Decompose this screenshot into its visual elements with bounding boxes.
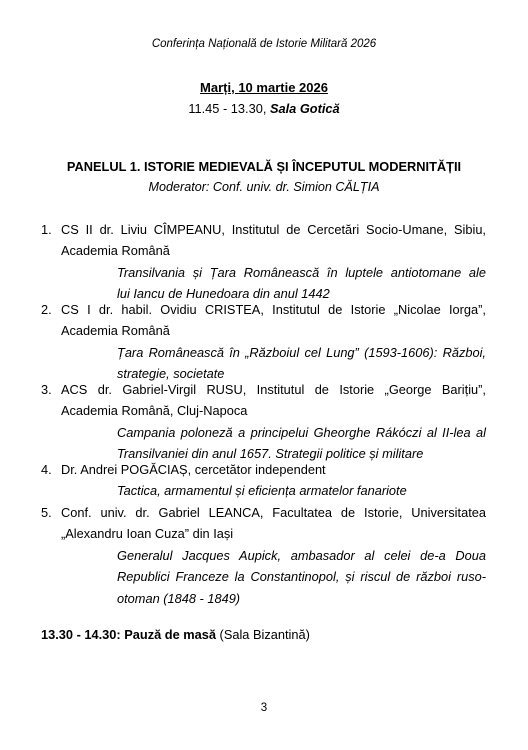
entry-number: 5. — [41, 505, 52, 520]
entry-number: 3. — [41, 382, 52, 397]
lunch-break — [41, 627, 310, 642]
talk-title-line: lui Iancu de Hunedoara din anul 1442 — [117, 286, 330, 302]
running-header: Conferința Națională de Istorie Militară 2026 — [151, 38, 377, 50]
entry-number: 4. — [41, 462, 52, 477]
speaker-line: CS II dr. Liviu CÎMPEANU, Institutul de Cercetări Socio-Umane, Sibiu, — [61, 222, 486, 237]
speaker-line: Dr. Andrei POGĂCIAȘ, cercetător independent — [61, 462, 326, 477]
speaker-line: Academia Română — [61, 243, 170, 259]
speaker-line: ACS dr. Gabriel-Virgil RUSU, Institutul de Istorie „George Barițiu”, — [61, 382, 486, 397]
speaker-line: CS I dr. habil. Ovidiu CRISTEA, Institutul de Istorie „Nicolae Iorga”, — [61, 302, 486, 317]
speaker-line: „Alexandru Ioan Cuza” din Iași — [61, 526, 234, 542]
entry-number: 2. — [41, 302, 52, 317]
talk-title-line: Tactica, armamentul și eficiența armatelor fanariote — [117, 483, 407, 499]
talk-title-line: Transilvania și Țara Românească în luptele antiotomane ale — [117, 264, 486, 280]
talk-title-line: Transilvaniei din anul 1657. Strategii politice și militare — [117, 446, 424, 462]
entry-number: 1. — [41, 222, 52, 237]
talk-title-line: strategie, societate — [117, 366, 225, 382]
talk-title-line: Campania poloneză a principelui Gheorghe Rákóczi al II-lea al — [117, 424, 486, 440]
panel-moderator: Moderator: Conf. univ. dr. Simion CĂLȚIA — [148, 180, 380, 194]
talk-title-line: otoman (1848 - 1849) — [117, 590, 241, 606]
speaker-line: Academia Română — [61, 323, 170, 339]
speaker-line: Academia Română, Cluj-Napoca — [61, 403, 248, 419]
session-room: Sala Gotică — [269, 101, 340, 116]
panel-title: PANELUL 1. ISTORIE MEDIEVALĂ ȘI ÎNCEPUTUL MODERNITĂȚII — [66, 159, 462, 174]
page-number: 3 — [260, 702, 268, 714]
session-time-range: 11.45 - 13.30, — [188, 101, 270, 116]
speaker-line: Conf. univ. dr. Gabriel LEANCA, Facultatea de Istorie, Universitatea — [61, 505, 486, 520]
lunch-room: (Sala Bizantină) — [216, 627, 310, 642]
session-date: Marți, 10 martie 2026 — [200, 80, 328, 95]
session-time — [0, 101, 528, 116]
talk-title-line: Republici Franceze la Constantinopol, și riscul de război ruso- — [117, 569, 486, 585]
lunch-time: 13.30 - 14.30: Pauză de masă — [41, 627, 216, 642]
talk-title-line: Țara Românească în „Războiul cel Lung” (1593-1606): Război, — [117, 344, 486, 360]
talk-title-line: Generalul Jacques Aupick, ambasador al celei de-a Doua — [117, 547, 486, 563]
